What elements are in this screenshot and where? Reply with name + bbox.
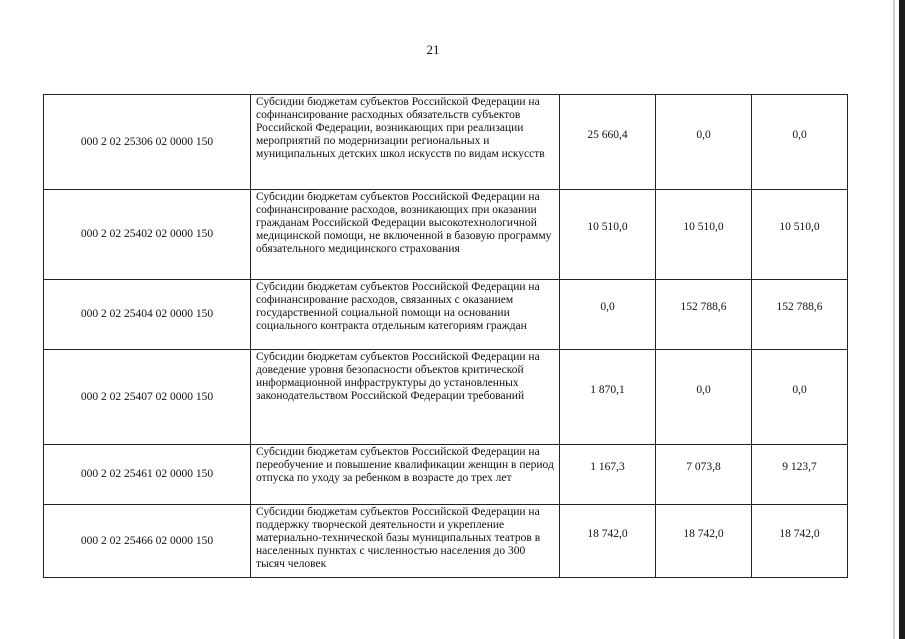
table-row: [44, 445, 848, 505]
budget-code: 000 2 02 25461 02 0000 150: [44, 445, 251, 505]
table-row: [44, 280, 848, 350]
scan-edge: [899, 0, 905, 639]
scan-edge-shadow: [893, 0, 895, 639]
amount-year-2: 152 788,6: [656, 280, 752, 350]
revenue-description: Субсидии бюджетам субъектов Российской Федерации на доведение уровня безопасности объектов критической информационной инфраструктуры до установленных законодательством Российской Федерации требований: [251, 350, 560, 445]
table-row: [44, 95, 848, 190]
amount-year-2: 7 073,8: [656, 445, 752, 505]
amount-year-2: 0,0: [656, 95, 752, 190]
page-number: 21: [426, 42, 440, 57]
table-row: [44, 190, 848, 280]
budget-table: [43, 94, 848, 578]
revenue-description: Субсидии бюджетам субъектов Российской Федерации на поддержку творческой деятельности и укрепление материально-технической базы муниципальных театров в населенных пунктах с численностью населения до 300 тысяч человек: [251, 505, 560, 578]
amount-year-3: 0,0: [752, 350, 848, 445]
amount-year-1: 1 167,3: [560, 445, 656, 505]
amount-year-2: 10 510,0: [656, 190, 752, 280]
amount-year-3: 18 742,0: [752, 505, 848, 578]
budget-code: 000 2 02 25404 02 0000 150: [44, 280, 251, 350]
budget-code: 000 2 02 25306 02 0000 150: [44, 95, 251, 190]
budget-code: 000 2 02 25402 02 0000 150: [44, 190, 251, 280]
amount-year-1: 0,0: [560, 280, 656, 350]
amount-year-3: 152 788,6: [752, 280, 848, 350]
table-row: [44, 505, 848, 578]
amount-year-3: 10 510,0: [752, 190, 848, 280]
budget-code: 000 2 02 25466 02 0000 150: [44, 505, 251, 578]
amount-year-3: 0,0: [752, 95, 848, 190]
amount-year-3: 9 123,7: [752, 445, 848, 505]
amount-year-2: 0,0: [656, 350, 752, 445]
revenue-description: Субсидии бюджетам субъектов Российской Федерации на софинансирование расходов, возникающих при оказании гражданам Российской Федерации высокотехнологичной медицинской помощи, не включенной в базовую программу обязательного медицинского страхования: [251, 190, 560, 280]
amount-year-1: 25 660,4: [560, 95, 656, 190]
revenue-description: Субсидии бюджетам субъектов Российской Федерации на переобучение и повышение квалификации женщин в период отпуска по уходу за ребенком в возрасте до трех лет: [251, 445, 560, 505]
amount-year-1: 10 510,0: [560, 190, 656, 280]
amount-year-1: 1 870,1: [560, 350, 656, 445]
amount-year-2: 18 742,0: [656, 505, 752, 578]
revenue-description: Субсидии бюджетам субъектов Российской Федерации на софинансирование расходных обязательств субъектов Российской Федерации, возникающих при реализации мероприятий по модернизации региональных и муниципальных детских школ искусств по видам искусств: [251, 95, 560, 190]
revenue-description: Субсидии бюджетам субъектов Российской Федерации на софинансирование расходов, связанных с оказанием государственной социальной помощи на основании социального контракта отдельным категориям граждан: [251, 280, 560, 350]
table-row: [44, 350, 848, 445]
budget-code: 000 2 02 25407 02 0000 150: [44, 350, 251, 445]
amount-year-1: 18 742,0: [560, 505, 656, 578]
